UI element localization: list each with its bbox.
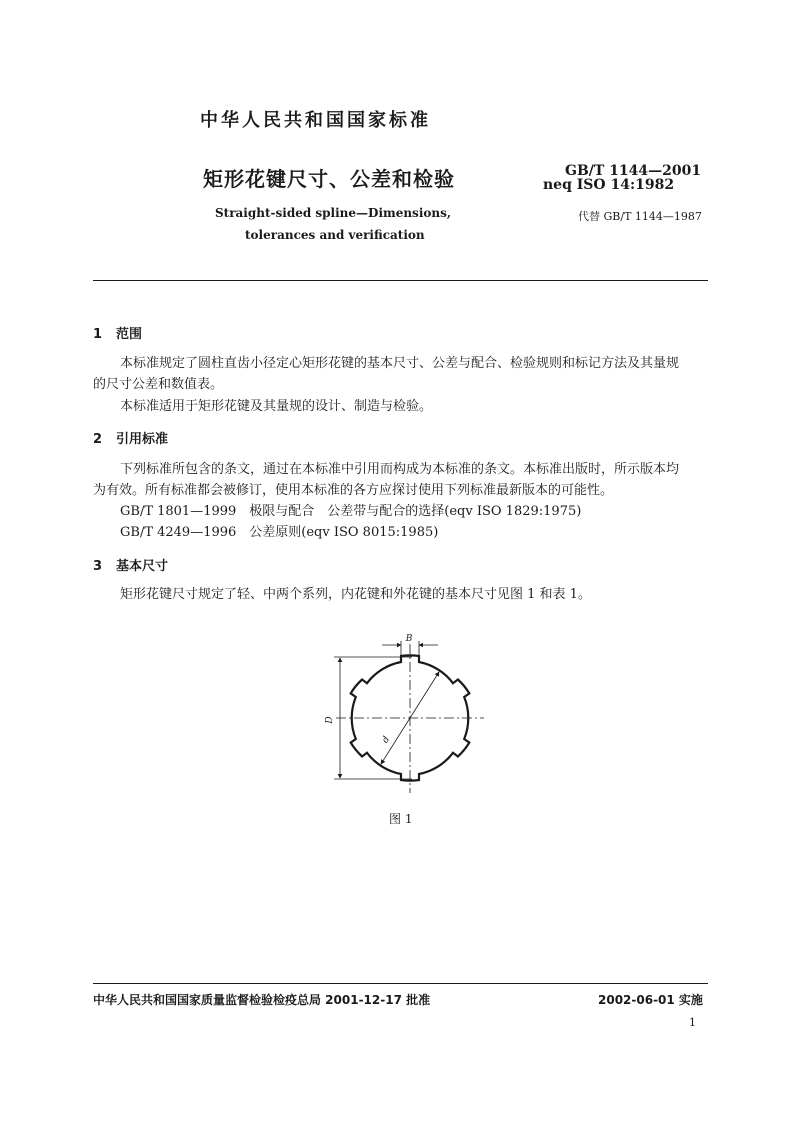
section-2-heading: [93, 428, 168, 447]
document-title-en-line2: tolerances and verification: [245, 228, 425, 242]
section-1-heading: [93, 323, 142, 342]
page-number: 1: [689, 1016, 696, 1029]
reference-standard: GB/T 1801—1999 极限与配合 公差带与配合的选择(eqv ISO 1829:1975): [120, 504, 582, 519]
section-3-paragraph-line: 矩形花键尺寸规定了轻、中两个系列，内花键和外花键的基本尺寸见图 1 和表 1。: [120, 587, 591, 602]
standard-equivalence: neq ISO 14:1982: [543, 177, 675, 193]
section-number: 3: [93, 559, 103, 574]
section-number: 2: [93, 432, 103, 447]
standard-number: GB/T 1144—2001: [565, 163, 702, 179]
section-2-paragraph-line: 下列标准所包含的条文，通过在本标准中引用而构成为本标准的条文。本标准出版时，所示版本均: [120, 462, 680, 477]
dimension-label-d-minor: d: [380, 734, 393, 746]
section-number: 1: [93, 327, 103, 342]
header-divider: [93, 280, 708, 281]
dimension-label-d-major: D: [325, 716, 335, 724]
reference-standard: GB/T 4249—1996 公差原则(eqv ISO 8015:1985): [120, 525, 439, 540]
organization-title: 中华人民共和国国家标准: [200, 110, 431, 131]
section-2-paragraph-line: 为有效。所有标准都会被修订，使用本标准的各方应探讨使用下列标准最新版本的可能性。: [93, 483, 614, 498]
section-1-paragraph-line: 本标准规定了圆柱直齿小径定心矩形花键的基本尺寸、公差与配合、检验规则和标记方法及其量规: [120, 356, 680, 371]
document-title-cn: 矩形花键尺寸、公差和检验: [203, 167, 455, 191]
section-title: 范围: [116, 327, 143, 342]
section-1-paragraph-line: 本标准适用于矩形花键及其量规的设计、制造与检验。: [120, 399, 433, 414]
dimension-label-b: B: [405, 634, 413, 644]
document-title-en-line1: Straight-sided spline—Dimensions,: [215, 206, 452, 220]
effective-date: 2002-06-01 实施: [598, 993, 703, 1007]
approval-statement: 中华人民共和国国家质量监督检验检疫总局 2001-12-17 批准: [93, 993, 431, 1007]
section-3-heading: [93, 555, 168, 574]
replaces-standard: 代替 GB/T 1144—1987: [578, 210, 702, 223]
footer-divider: [93, 983, 708, 984]
section-title: 引用标准: [116, 432, 169, 447]
section-1-paragraph-line: 的尺寸公差和数值表。: [93, 377, 224, 392]
section-title: 基本尺寸: [116, 559, 169, 574]
spline-cross-section-figure: [320, 628, 490, 793]
figure-caption: 图 1: [389, 812, 413, 826]
